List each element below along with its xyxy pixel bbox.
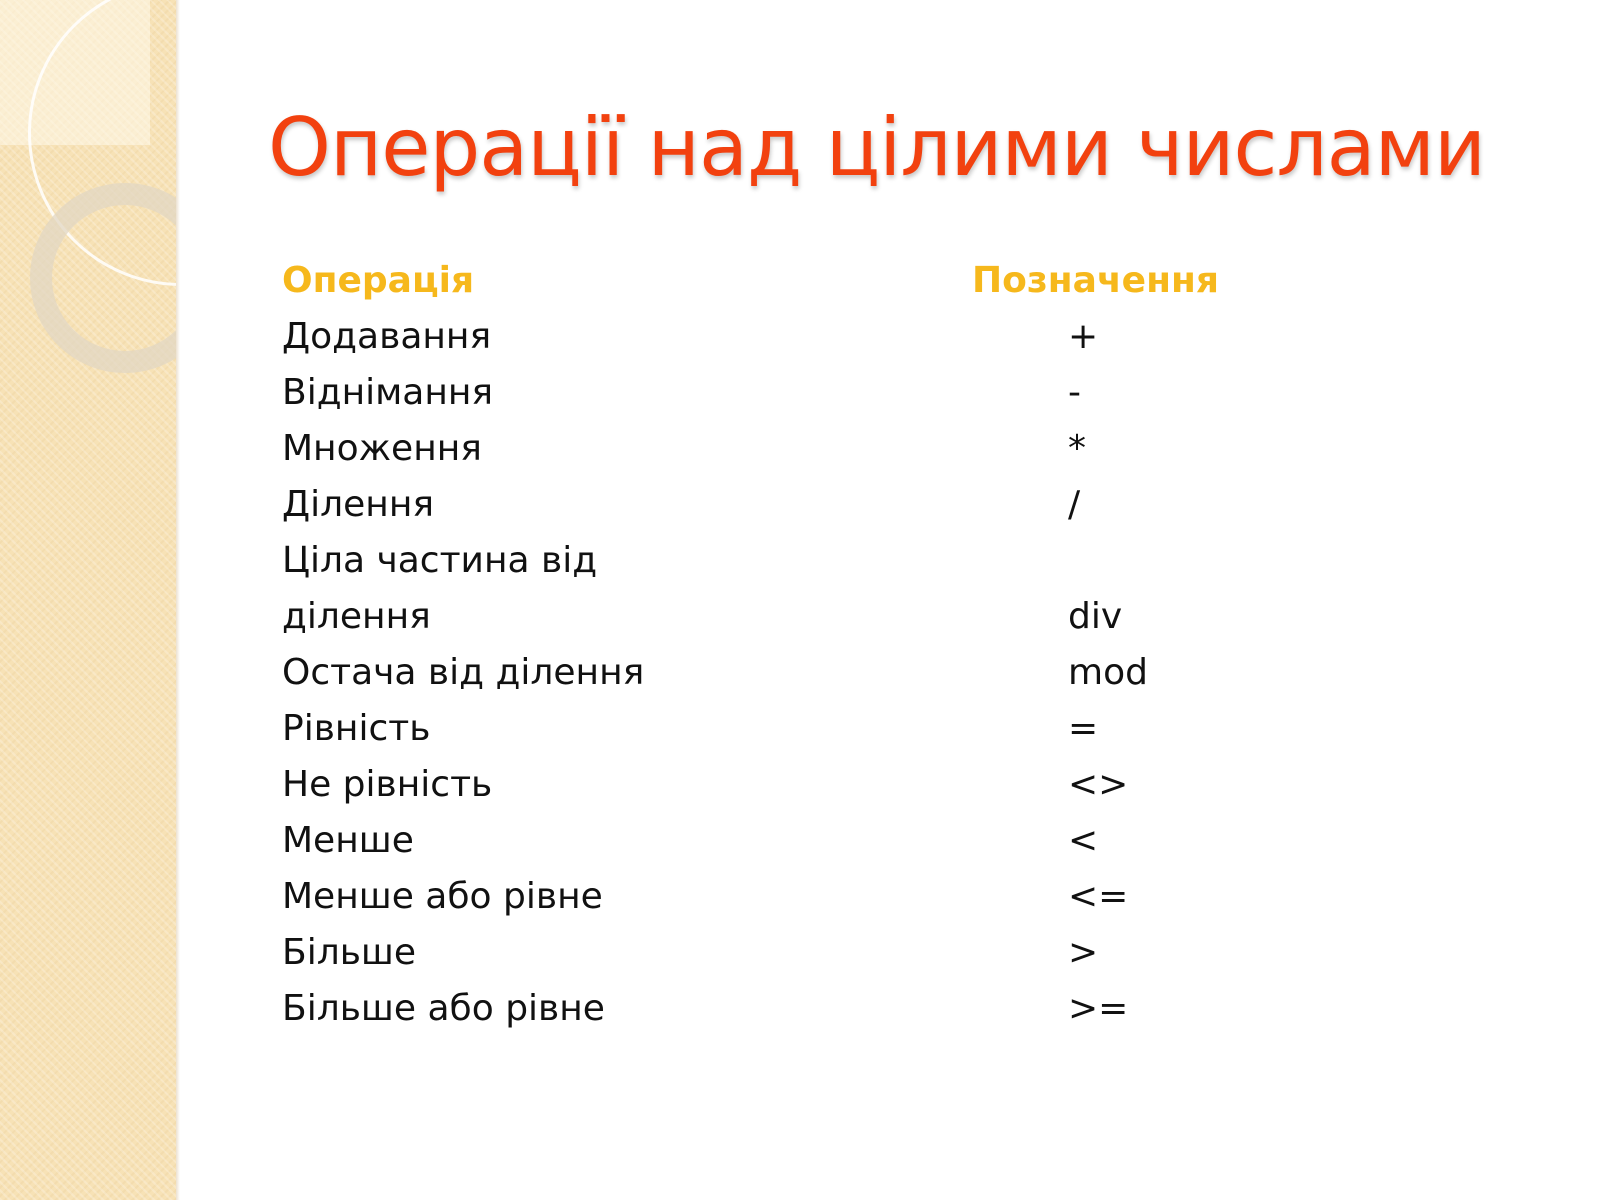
table-row	[282, 533, 1282, 589]
table-row	[282, 869, 1282, 925]
operation-symbol: /	[1068, 484, 1081, 525]
operation-symbol: <=	[1068, 876, 1129, 917]
table-row	[282, 421, 1282, 477]
operation-symbol: >	[1068, 932, 1099, 973]
table-row	[282, 309, 1282, 365]
operation-name: Більше	[282, 932, 417, 973]
operation-name: Ділення	[282, 484, 435, 525]
operation-symbol: +	[1068, 316, 1099, 357]
table-row	[282, 589, 1282, 645]
operation-symbol: -	[1068, 372, 1081, 413]
operation-symbol: mod	[1068, 652, 1148, 693]
operation-name: Більше або рівне	[282, 988, 605, 1029]
table-row	[282, 757, 1282, 813]
operation-name: Остача від ділення	[282, 652, 645, 693]
table-row	[282, 645, 1282, 701]
table-row	[282, 365, 1282, 421]
operation-name: Менше	[282, 820, 414, 861]
operations-table	[282, 253, 1282, 1037]
operation-name: Ціла частина від	[282, 540, 598, 581]
header-symbol: Позначення	[972, 260, 1219, 301]
operation-symbol: div	[1068, 596, 1123, 637]
slide-title: Операції над цілими числами	[268, 101, 1486, 194]
table-row	[282, 813, 1282, 869]
operation-name: ділення	[282, 596, 431, 637]
table-header-row	[282, 253, 1282, 309]
table-row	[282, 925, 1282, 981]
header-operation: Операція	[282, 260, 475, 301]
decorative-side-panel	[0, 0, 176, 1200]
table-row	[282, 981, 1282, 1037]
operation-name: Множення	[282, 428, 482, 469]
operation-symbol: >=	[1068, 988, 1129, 1029]
operation-symbol: <>	[1068, 764, 1129, 805]
operation-symbol: <	[1068, 820, 1099, 861]
operation-name: Не рівність	[282, 764, 493, 805]
operation-symbol: =	[1068, 708, 1099, 749]
table-row	[282, 477, 1282, 533]
operation-symbol: *	[1068, 428, 1086, 469]
side-panel-edge	[176, 0, 180, 1200]
operation-name: Додавання	[282, 316, 492, 357]
operation-name: Рівність	[282, 708, 431, 749]
table-row	[282, 701, 1282, 757]
operation-name: Менше або рівне	[282, 876, 603, 917]
operation-name: Віднімання	[282, 372, 494, 413]
